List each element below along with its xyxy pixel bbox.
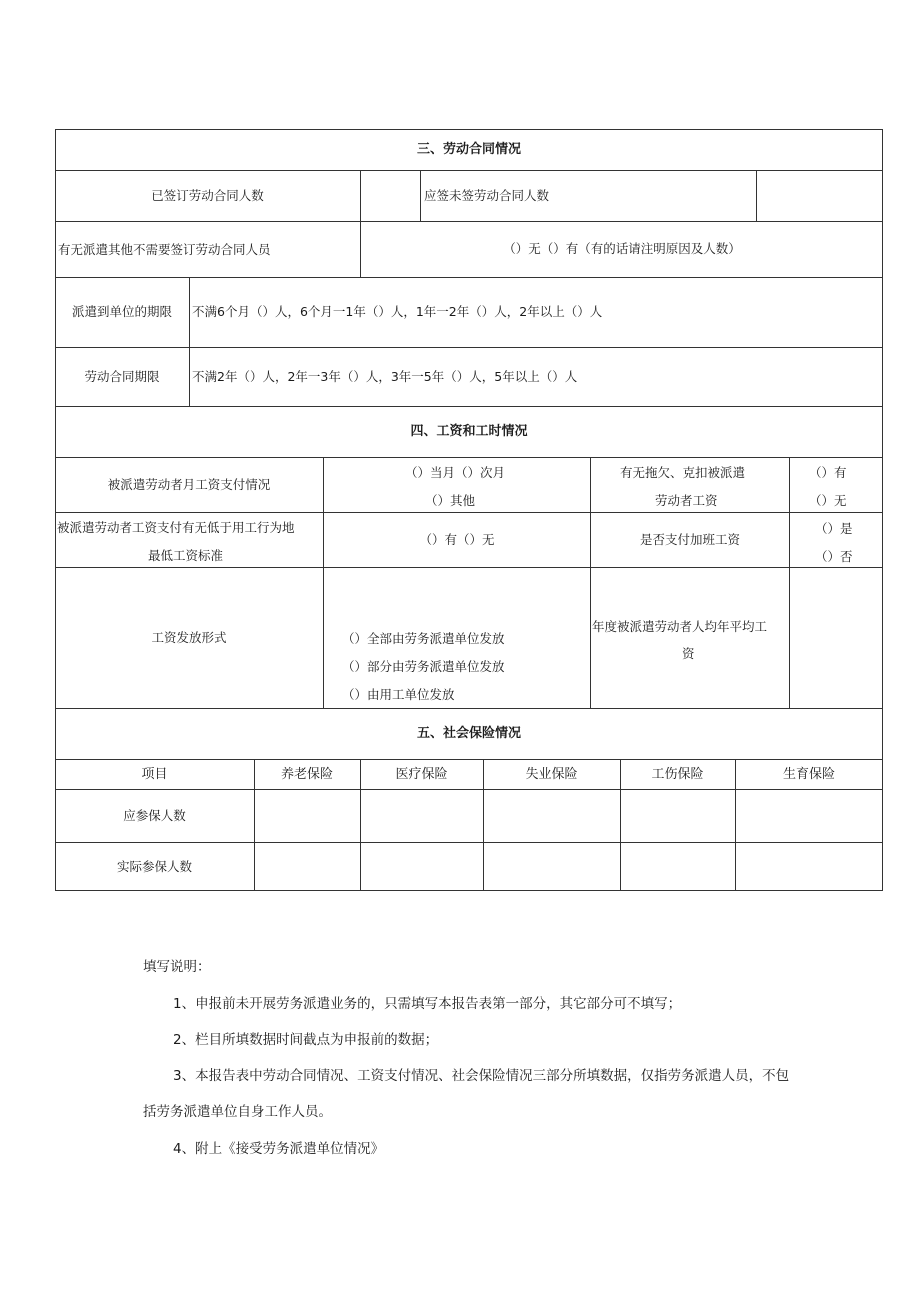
min-wage-options[interactable]: （）有（）无: [419, 531, 495, 547]
insurance-cell-input[interactable]: [736, 843, 883, 891]
table-divider: [420, 170, 421, 221]
arrears-option-no[interactable]: （）无: [809, 493, 847, 508]
notes-item: 1、申报前未开展劳务派遣业务的，只需填写本报告表第一部分，其它部分可不填写；: [173, 996, 682, 1012]
table-divider: [323, 457, 324, 708]
insurance-cell-input[interactable]: [736, 790, 883, 842]
notes-item: 4、附上《接受劳务派遣单位情况》: [173, 1141, 385, 1157]
pay-form-option-all-dispatch[interactable]: （）全部由劳务派遣单位发放: [342, 631, 505, 646]
insurance-row-actual: 实际参保人数: [116, 858, 192, 874]
overtime-label: 是否支付加班工资: [639, 531, 740, 547]
table-divider: [590, 457, 591, 708]
arrears-label-line2: 劳动者工资: [655, 493, 718, 508]
insurance-row-required: 应参保人数: [123, 807, 186, 823]
insurance-header-unemployment: 失业保险: [525, 767, 578, 782]
monthly-pay-label: 被派遣劳动者月工资支付情况: [107, 476, 271, 492]
no-sign-label: 有无派遣其他不需要签订劳动合同人员: [58, 242, 271, 257]
pay-form-option-employer[interactable]: （）由用工单位发放: [342, 687, 455, 702]
insurance-cell-input[interactable]: [484, 790, 620, 842]
insurance-cell-input[interactable]: [361, 790, 483, 842]
table-divider: [189, 277, 190, 406]
contract-term-label: 劳动合同期限: [84, 368, 160, 384]
notes-item: 2、栏目所填数据时间截点为申报前的数据；: [173, 1032, 439, 1048]
arrears-label: 有无拖欠、克扣被派遣: [620, 465, 746, 480]
overtime-option-yes[interactable]: （）是: [815, 521, 853, 536]
table-rule: [55, 759, 883, 760]
insurance-cell-input[interactable]: [255, 843, 360, 891]
insurance-header-medical: 医疗保险: [395, 767, 448, 782]
arrears-option-yes[interactable]: （）有: [809, 465, 847, 480]
section3-title: 三、劳动合同情况: [416, 141, 521, 157]
insurance-cell-input[interactable]: [484, 843, 620, 891]
min-wage-label: 被派遣劳动者工资支付有无低于用工行为地: [57, 520, 295, 535]
insurance-header-injury: 工伤保险: [651, 767, 704, 782]
no-sign-value[interactable]: （）无（）有（有的话请注明原因及人数）: [503, 241, 741, 256]
insurance-cell-input[interactable]: [361, 843, 483, 891]
min-wage-label-line2: 最低工资标准: [148, 548, 224, 563]
monthly-pay-option-other[interactable]: （）其他: [425, 493, 476, 508]
monthly-pay-option-current-next[interactable]: （）当月（）次月: [405, 465, 506, 480]
section4-title: 四、工资和工时情况: [410, 423, 528, 439]
notes-heading: 填写说明：: [143, 959, 211, 975]
insurance-header-pension: 养老保险: [280, 767, 333, 782]
unsigned-contract-label: 应签未签劳动合同人数: [424, 188, 550, 203]
signed-contract-input[interactable]: [361, 170, 420, 221]
insurance-cell-input[interactable]: [621, 843, 735, 891]
section5-title: 五、社会保险情况: [416, 725, 521, 741]
insurance-header-item: 项目: [141, 767, 168, 782]
overtime-option-no[interactable]: （）否: [815, 549, 853, 564]
contract-term-value[interactable]: 不满2年（）人，2年一3年（）人，3年一5年（）人，5年以上（）人: [192, 369, 578, 384]
avg-wage-label-line2: 资: [682, 646, 695, 661]
unsigned-contract-input[interactable]: [757, 170, 883, 221]
dispatch-term-label: 派遣到单位的期限: [71, 304, 172, 319]
avg-wage-label: 年度被派遣劳动者人均年平均工: [592, 619, 768, 634]
insurance-header-maternity: 生育保险: [782, 767, 835, 782]
insurance-cell-input[interactable]: [255, 790, 360, 842]
notes-item-continuation: 括劳务派遣单位自身工作人员。: [143, 1104, 332, 1120]
notes-item: 3、本报告表中劳动合同情况、工资支付情况、社会保险情况三部分所填数据，仅指劳务派遣人员，不包: [173, 1068, 790, 1084]
insurance-cell-input[interactable]: [621, 790, 735, 842]
pay-form-option-partial-dispatch[interactable]: （）部分由劳务派遣单位发放: [342, 659, 505, 674]
pay-form-label: 工资发放形式: [151, 629, 227, 645]
dispatch-term-value[interactable]: 不满6个月（）人，6个月一1年（）人，1年一2年（）人，2年以上（）人: [192, 304, 603, 319]
signed-contract-label: 已签订劳动合同人数: [151, 187, 264, 203]
avg-wage-input[interactable]: [790, 567, 883, 708]
